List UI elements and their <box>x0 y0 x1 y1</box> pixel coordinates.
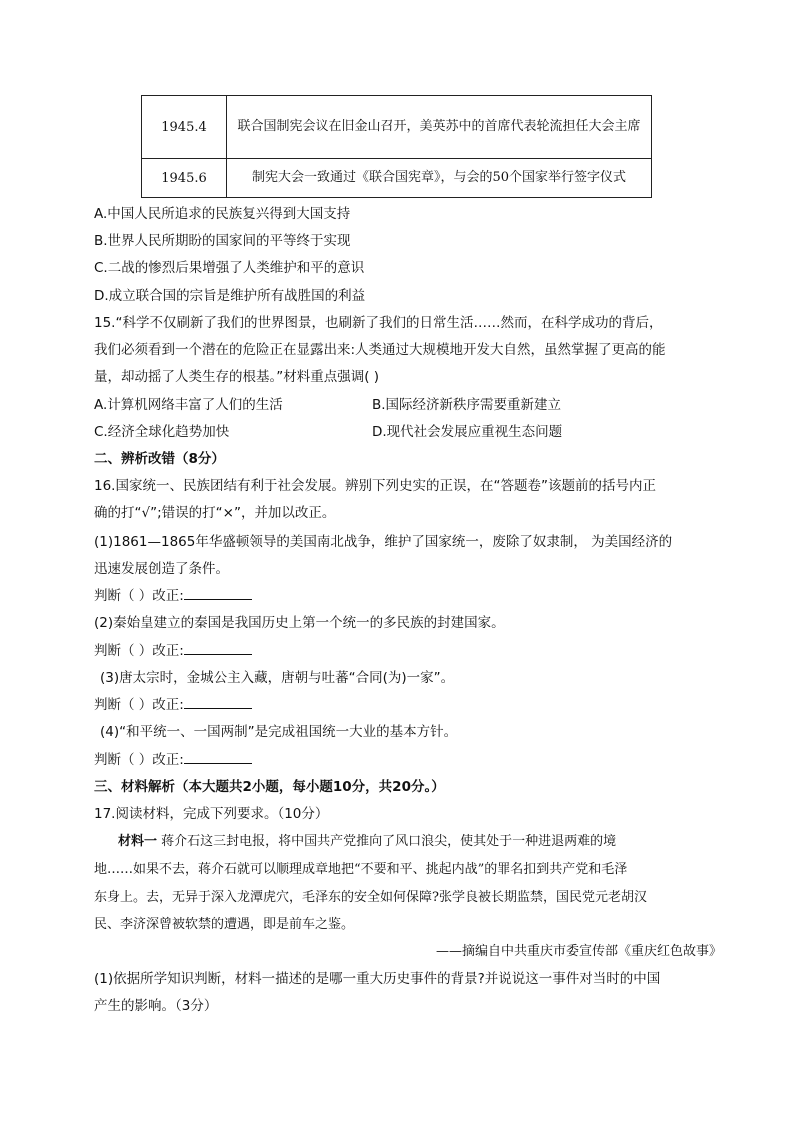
material1-line1 <box>118 830 616 849</box>
q16-item4: (4)“和平统一、一国两制”是完成祖国统一大业的基本方针。 <box>100 724 458 740</box>
answer-blank[interactable] <box>184 641 252 655</box>
q16-item2-judge <box>94 639 252 659</box>
q15-stem-line2: 我们必须看到一个潜在的危险正在显露出来:人类通过大规模地开发大自然，虽然掌握了更高的能 <box>94 342 666 358</box>
q16-item1-line1: (1)1861—1865年华盛顿领导的美国南北战争，维护了国家统一，废除了奴隶制， 为美国经济的 <box>94 534 673 550</box>
q15-stem-line3: 量，却动摇了人类生存的根基。”材料重点强调( ) <box>94 369 380 385</box>
section2-title: 二、辨析改错（8分） <box>94 451 225 467</box>
table-date-cell: 1945.4 <box>142 96 227 159</box>
material1-label: 材料一 <box>118 834 158 849</box>
q14-option-c: C.二战的惨烈后果增强了人类维护和平的意识 <box>94 260 365 276</box>
material1-line2: 地……如果不去，蒋介石就可以顺理成章地把“不要和平、挑起内战”的罪名扣到共产党和毛泽 <box>94 862 628 877</box>
judge-label: 判断（ ）改正: <box>94 643 184 659</box>
judge-label: 判断（ ）改正: <box>94 697 184 713</box>
material1-line3: 东身上。去，无异于深入龙潭虎穴，毛泽东的安全如何保障?张学良被长期监禁，国民党元老胡汉 <box>94 890 647 905</box>
answer-blank[interactable] <box>184 586 252 600</box>
table-row <box>142 96 652 159</box>
q17-stem: 17.阅读材料，完成下列要求。（10分） <box>94 806 329 822</box>
q14-option-b: B.世界人民所期盼的国家间的平等终于实现 <box>94 233 351 249</box>
q17-sub1-line2: 产生的影响。（3分） <box>94 998 218 1014</box>
event-table <box>141 95 652 198</box>
q16-item4-judge <box>94 748 252 768</box>
q17-sub1-line1: (1)依据所学知识判断，材料一描述的是哪一重大历史事件的背景?并说说这一事件对当时的中国 <box>94 971 661 987</box>
material1-source: ——摘编自中共重庆市委宣传部《重庆红色故事》 <box>435 944 722 959</box>
answer-blank[interactable] <box>184 695 252 709</box>
q14-option-d: D.成立联合国的宗旨是维护所有战胜国的利益 <box>94 288 366 304</box>
q16-stem-line1: 16.国家统一、民族团结有利于社会发展。辨别下列史实的正误，在“答题卷”该题前的括号内正 <box>94 478 656 494</box>
table-desc-cell: 制宪大会一致通过《联合国宪章》，与会的50个国家举行签字仪式 <box>227 159 652 198</box>
q16-stem-line2: 确的打“√”;错误的打“×”，并加以改正。 <box>94 505 336 521</box>
q15-option-a: A.计算机网络丰富了人们的生活 <box>94 397 283 413</box>
answer-blank[interactable] <box>184 750 252 764</box>
q16-item1-line2: 迅速发展创造了条件。 <box>94 561 229 577</box>
judge-label: 判断（ ）改正: <box>94 752 184 768</box>
material1-line4: 民、李济深曾被软禁的遭遇，即是前车之鉴。 <box>94 917 355 932</box>
judge-label: 判断（ ）改正: <box>94 588 184 604</box>
q15-stem-line1: 15.“科学不仅刷新了我们的世界图景，也刷新了我们的日常生活……然而，在科学成功的背后， <box>94 315 663 331</box>
q16-item2: (2)秦始皇建立的秦国是我国历史上第一个统一的多民族的封建国家。 <box>94 615 505 631</box>
q15-option-c: C.经济全球化趋势加快 <box>94 424 230 440</box>
table-date-cell: 1945.6 <box>142 159 227 198</box>
section3-title: 三、材料解析（本大题共2小题，每小题10分，共20分。） <box>94 779 445 795</box>
q15-option-b: B.国际经济新秩序需要重新建立 <box>372 397 562 413</box>
material1-text: 蒋介石这三封电报，将中国共产党推向了风口浪尖，使其处于一种进退两难的境 <box>161 834 617 849</box>
q14-option-a: A.中国人民所追求的民族复兴得到大国支持 <box>94 206 351 222</box>
table-row <box>142 159 652 198</box>
table-desc-cell: 联合国制宪会议在旧金山召开，美英苏中的首席代表轮流担任大会主席 <box>227 96 652 159</box>
q16-item3-judge <box>94 693 252 713</box>
q15-option-d: D.现代社会发展应重视生态问题 <box>372 424 563 440</box>
q16-item1-judge <box>94 584 252 604</box>
q16-item3: (3)唐太宗时，金城公主入藏，唐朝与吐蕃“合同(为)一家”。 <box>100 670 455 686</box>
